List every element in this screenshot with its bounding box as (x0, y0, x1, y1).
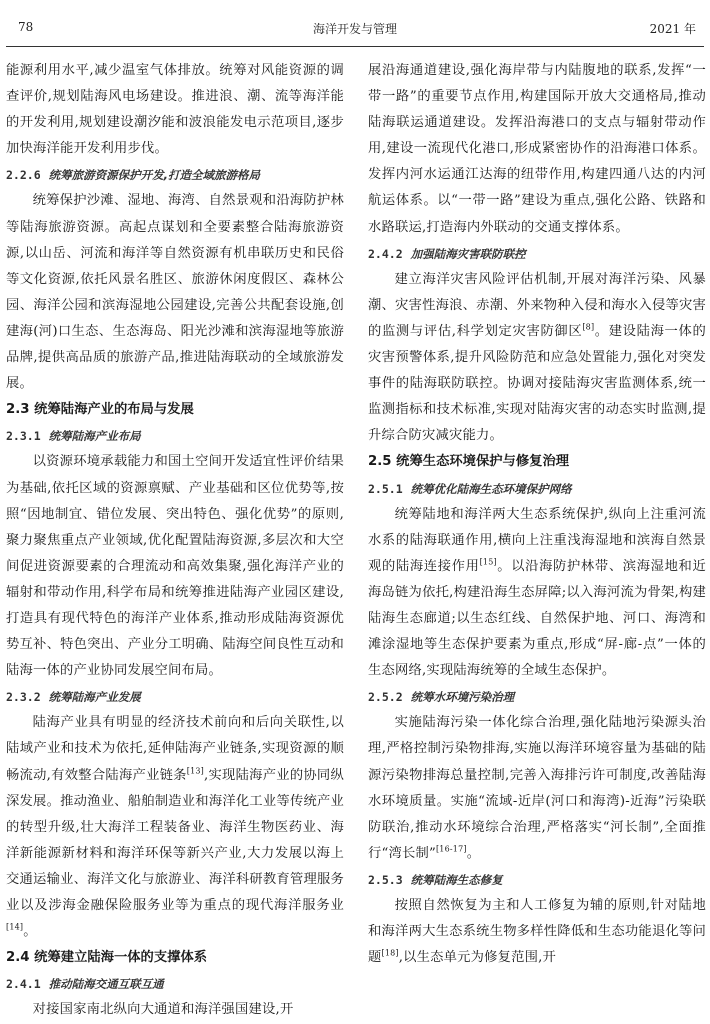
paragraph-text: 展沿海通道建设,强化海岸带与内陆腹地的联系,发挥“一带一路”的重要节点作用,构建国际开放大交通格局,推动陆海联运通道建设。发挥沿海港口的支点与辐射带动作用,建设一流现代化港口,形成紧密协作的沿海港口体系。发挥内河水运通江达海的纽带作用,构建四通八达的内河航运体系。以“一带一路”建设为重点,强化公路、铁路和水路联运,打造海内外联动的交通支撑体系。 (368, 63, 706, 235)
subsection-title: 统筹陆海产业布局 (48, 429, 141, 444)
subsection-title: 统筹优化陆海生态环境保护网络 (410, 481, 572, 496)
paragraph-text: 。 (23, 924, 37, 940)
paragraph-text: 。建设陆海一体的灾害预警体系,提升风险防范和应急处置能力,强化对突发事件的陆海联防联控。协调对接陆海灾害监测体系,统一监测指标和技术标准,实现对陆海灾害的动态实时监测,提升综合防灾减灾能力。 (368, 323, 706, 444)
paragraph-text: 。 (466, 845, 481, 861)
paragraph-text: 统筹保护沙滩、湿地、海湾、自然景观和沿海防护林等陆海旅游资源。高起点谋划和全要素整合陆海旅游资源,以山岳、河流和海洋等自然资源有机串联历史和民俗等文化资源,依托风景名胜区、旅游休闲度假区、森林公园、海洋公园和滨海湿地公园建设,完善公共配套设施,创建海(河)口生态、生态海岛、阳光沙滩和滨海湿地等旅游品牌,提供高品质的旅游产品,推进陆海联动的全域旅游发展。 (6, 193, 344, 392)
subsection-heading (6, 423, 344, 449)
citation-ref: [14] (6, 922, 24, 932)
body-paragraph (368, 58, 706, 241)
subsection-number: 2.4.2 (368, 246, 403, 261)
paragraph-text: 实施陆海污染一体化综合治理,强化陆地污染源头治理,严格控制污染物排海,实施以海洋环境容量为基础的陆源污染物排海总量控制,完善入海排污许可制度,改善陆海水环境质量。实施“流域-近岸(河口和海湾)-近海”污染联防联治,推动水环境综合治理,严格落实“河长制”,全面推行“湾长制” (368, 715, 706, 861)
subsection-title: 加强陆海灾害联防联控 (410, 246, 526, 261)
subsection-heading (368, 867, 706, 893)
paragraph-text: 统筹陆地和海洋两大生态系统保护,纵向上注重河流水系的陆海联通作用,横向上注重浅海湿地和滨海自然景观的陆海连接作用 (368, 506, 706, 574)
body-paragraph (6, 997, 344, 1023)
subsection-number: 2.4.1 (6, 977, 41, 992)
subsection-number: 2.5.2 (368, 690, 403, 705)
section-heading: 2.3 统筹陆海产业的布局与发展 (6, 402, 194, 418)
subsection-title: 统筹旅游资源保护开发,打造全域旅游格局 (48, 168, 260, 183)
left-column (6, 58, 344, 1023)
subsection-title: 统筹水环境污染治理 (410, 690, 515, 705)
subsection-title: 统筹陆海产业发展 (48, 690, 141, 705)
body-paragraph (6, 449, 344, 684)
section-heading: 2.4 统筹建立陆海一体的支撑体系 (6, 950, 208, 966)
subsection-title: 推动陆海交通互联互通 (48, 977, 164, 992)
paragraph-text: 对接国家南北纵向大通道和海洋强国建设,开 (32, 1002, 294, 1018)
subsection-number: 2.3.2 (6, 690, 41, 705)
body-paragraph (368, 893, 706, 971)
subsection-heading (368, 684, 706, 710)
body-paragraph (6, 58, 344, 162)
publication-year: 2021 年 (649, 22, 696, 36)
section-heading: 2.5 统筹生态环境保护与修复治理 (368, 454, 570, 470)
right-column (368, 58, 706, 971)
subsection-heading (6, 684, 344, 710)
paragraph-text: 陆海产业具有明显的经济技术前向和后向关联性,以陆域产业和技术为依托,延伸陆海产业链条,实现资源的顺畅流动,有效整合陆海产业链条 (6, 715, 344, 783)
citation-ref: [16-17] (435, 844, 467, 854)
page-number: 78 (18, 20, 34, 34)
body-paragraph (368, 710, 706, 867)
subsection-number: 2.3.1 (6, 429, 41, 444)
subsection-title: 统筹陆海生态修复 (410, 872, 503, 887)
citation-ref: [18] (381, 948, 399, 958)
paragraph-text: 能源利用水平,减少温室气体排放。统筹对风能资源的调查评价,规划陆海风电场建设。推进浪、潮、流等海洋能的开发利用,规划建设潮汐能和波浪能发电示范项目,逐步加快海洋能开发利用步伐。 (6, 63, 344, 157)
body-paragraph (6, 710, 344, 945)
paragraph-text: 以资源环境承载能力和国土空间开发适宜性评价结果为基础,依托区域的资源禀赋、产业基础和区位优势等,按照“因地制宜、错位发展、突出特色、强化优势”的原则,聚力聚焦重点产业领域,优化配置陆海资源,多层次和大空间促进资源要素的合理流动和高效集聚,强化海洋产业的辐射和带动作用,科学布局和统筹推进陆海产业园区建设,打造具有现代特色的海洋产业体系,推动形成陆海资源优势互补、特色突出、产业分工明确、陆海空间良性互动和陆海一体的产业协同发展空间布局。 (6, 454, 344, 679)
citation-ref: [8] (582, 322, 595, 332)
subsection-heading (6, 162, 344, 188)
body-paragraph (368, 267, 706, 450)
subsection-number: 2.5.1 (368, 481, 403, 496)
subsection-number: 2.5.3 (368, 872, 403, 887)
header-rule (6, 46, 704, 47)
subsection-heading (6, 971, 344, 997)
citation-ref: [15] (479, 557, 497, 567)
paragraph-text: ,以生态单元为修复范围,开 (398, 950, 557, 966)
citation-ref: [13] (186, 766, 204, 776)
paragraph-text: 。以沿海防护林带、滨海湿地和近海岛链为依托,构建沿海生态屏障;以入海河流为骨架,构建陆海生态廊道;以生态红线、自然保护地、河口、海湾和滩涂湿地等生态保护要素为重点,形成“屏-廊-点”一体的生态网络,实现陆海统筹的全域生态保护。 (368, 558, 707, 679)
body-paragraph (368, 502, 706, 685)
subsection-heading (368, 241, 706, 267)
journal-title: 海洋开发与管理 (312, 22, 397, 36)
subsection-heading (368, 476, 706, 502)
subsection-number: 2.2.6 (6, 168, 41, 183)
running-header (6, 20, 704, 38)
paragraph-text: ,实现陆海产业的协同纵深发展。推动渔业、船舶制造业和海洋化工业等传统产业的转型升级,壮大海洋工程装备业、海洋生物医药业、海洋新能源新材料和海洋环保等新兴产业,大力发展以海上交通运输业、海洋文化与旅游业、海洋科研教育管理服务业以及涉海金融保险服务业等为重点的现代海洋服务业 (6, 767, 344, 913)
body-paragraph (6, 188, 344, 397)
paragraph-text: 按照自然恢复为主和人工修复为辅的原则,针对陆地和海洋两大生态系统生物多样性降低和生态功能退化等问题 (368, 898, 706, 966)
paragraph-text: 建立海洋灾害风险评估机制,开展对海洋污染、风暴潮、灾害性海浪、赤潮、外来物种入侵和海水入侵等灾害的监测与评估,科学划定灾害防御区 (368, 271, 706, 339)
